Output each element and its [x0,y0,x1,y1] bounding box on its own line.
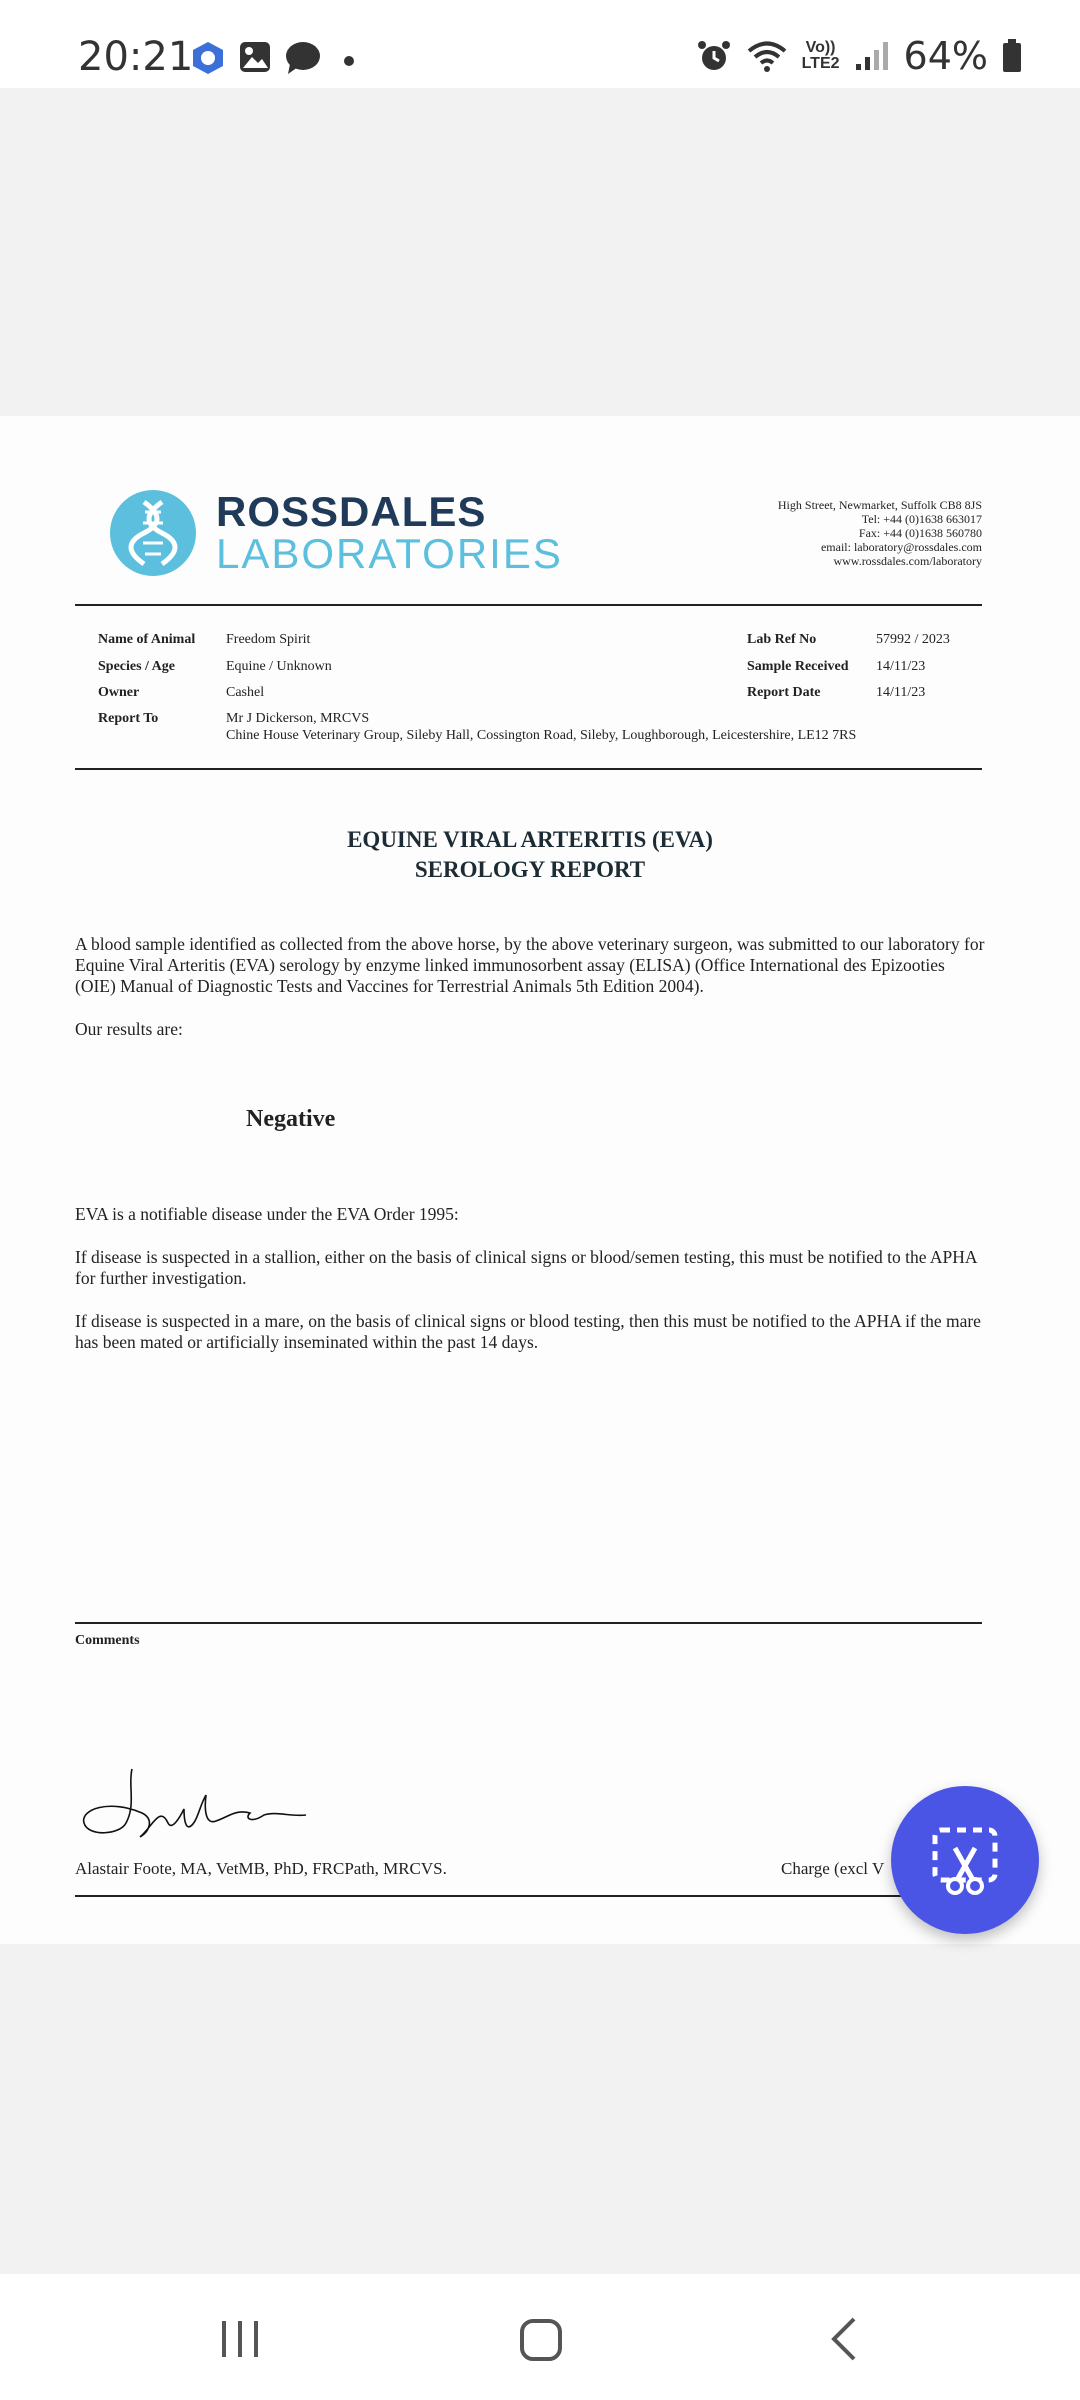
report-to-name: Mr J Dickerson, MRCVS [226,711,370,726]
mare-note: If disease is suspected in a mare, on the basis of clinical signs or blood testing, then this must be notified to the APHA if the mare has been mated or artificially inseminated within the past 14 days. [75,1311,981,1352]
home-icon[interactable] [518,2315,564,2363]
logo-text-laboratories: LABORATORIES [216,530,563,577]
status-time: 20:21 [78,34,194,80]
volte-label: Vo)) [805,39,836,56]
alarm-icon [696,38,732,74]
lab-ref-value: 57992 / 2023 [876,632,950,647]
back-icon[interactable] [824,2315,864,2363]
address-line: email: laboratory@rossdales.com [820,540,982,554]
document-background-top [0,88,1080,416]
network-label: LTE2 [801,55,840,72]
divider [75,1895,982,1897]
divider [75,604,982,606]
dna-logo-icon [110,490,196,576]
report-to-label: Report To [98,711,159,726]
sample-received-value: 14/11/23 [876,659,926,674]
intro-paragraph: A blood sample identified as collected from the above horse, by the above veterinary surgeon, was submitted to our laboratory for Equine Viral Arteritis (EVA) serology by enzyme linked immunosorbent assay (ELISA) (Office International des Epizooties (OIE) Manual of Diagnostic Tests and Vaccines for Terrestrial Animals 5th Edition 2004). [75,934,985,996]
divider [75,768,982,770]
lab-address [682,498,982,568]
notifiable-note: EVA is a notifiable disease under the EVA Order 1995: [75,1204,459,1224]
sample-received-label: Sample Received [747,659,849,674]
bixby-icon [190,40,226,76]
result-value: Negative [246,1106,336,1132]
charge-label: Charge (excl V [781,1859,885,1878]
screenshot-crop-icon [891,1786,1039,1934]
report-date-label: Report Date [747,685,821,700]
address-line: High Street, Newmarket, Suffolk CB8 8JS [777,498,982,512]
gallery-icon [238,40,272,74]
address-line: www.rossdales.com/laboratory [833,554,982,568]
logo-text-rossdales: ROSSDALES [216,488,487,535]
signer-name: Alastair Foote, MA, VetMB, PhD, FRCPath, MRCVS. [75,1859,447,1878]
lab-ref-label: Lab Ref No [747,632,817,647]
status-bar [0,0,1080,88]
report-date-value: 14/11/23 [876,685,926,700]
owner-value: Cashel [226,685,265,700]
name-value: Freedom Spirit [226,632,311,647]
address-line: Fax: +44 (0)1638 560780 [858,526,982,540]
battery-icon [1002,39,1022,73]
document-background-bottom [0,1944,1080,2274]
report-title: EQUINE VIRAL ARTERITIS (EVA) [347,827,713,852]
comments-label: Comments [75,1633,140,1648]
battery-percent: 64% [903,34,988,78]
wifi-icon [746,39,788,73]
owner-label: Owner [98,685,140,700]
screenshot-crop-button[interactable] [891,1786,1039,1934]
volte-indicator [802,40,840,72]
results-intro: Our results are: [75,1019,183,1039]
signature-image [80,1765,310,1845]
report-to-address: Chine House Veterinary Group, Sileby Hall, Cossington Road, Sileby, Loughborough, Leicestershire, LE12 7RS [226,728,857,743]
report-subtitle: SEROLOGY REPORT [414,857,646,882]
recents-icon[interactable] [218,2315,262,2363]
species-label: Species / Age [98,659,175,674]
divider [75,1622,982,1624]
address-line: Tel: +44 (0)1638 663017 [861,512,982,526]
dot-icon [344,56,354,66]
chat-icon [284,40,322,76]
name-label: Name of Animal [98,632,196,647]
signal-icon [854,40,890,72]
stallion-note: If disease is suspected in a stallion, either on the basis of clinical signs or blood/semen testing, this must be notified to the APHA for further investigation. [75,1247,977,1288]
species-value: Equine / Unknown [226,659,332,674]
